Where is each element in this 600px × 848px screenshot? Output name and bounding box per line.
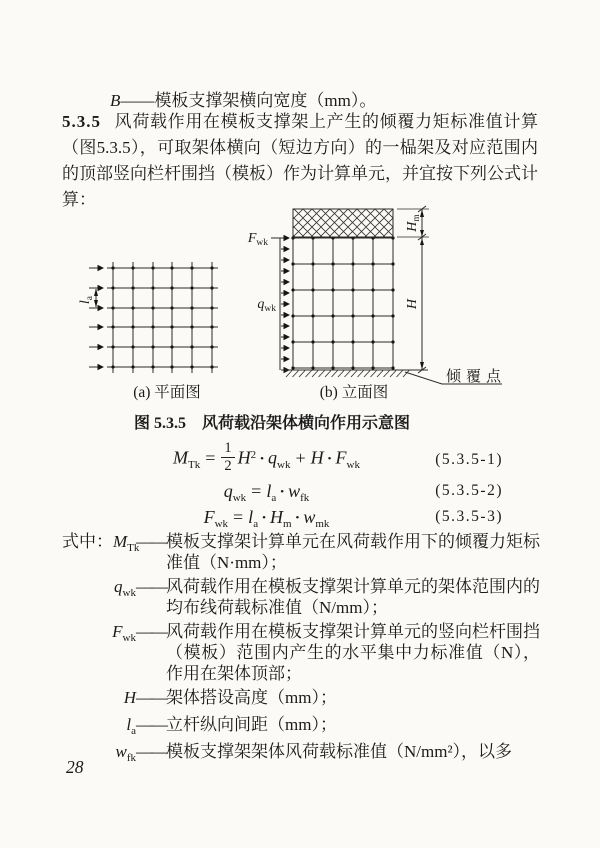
definition-mtk: 式中： $M_{Tk}$ —— 模板支撑架计算单元在风荷载作用下的倾覆力矩标准值（N·mm）； <box>62 532 540 572</box>
equation-5-3-5-2 <box>62 478 503 504</box>
b-definition-line <box>62 86 540 111</box>
equation-1-body: $M_{Tk}$ = $\frac{1}{2}$ $H^2$ • $q_{wk} + H$ • $F_{wk}$ <box>173 440 360 474</box>
definition-la: $l_a$ —— 立杆纵向间距（mm）； <box>62 714 540 738</box>
figure-5-3-5 <box>60 200 540 408</box>
definition-text: 立杆纵向间距（mm）； <box>166 715 337 734</box>
overturn-point-label: 倾覆点 <box>446 369 507 385</box>
equation-5-3-5-1 <box>62 441 503 478</box>
formwork-hatch <box>293 209 393 237</box>
definition-h: H —— 架体搭设高度（mm）； <box>62 687 540 711</box>
elevation-caption: (b) 立面图 <box>319 384 389 401</box>
section-text: 风荷载作用在模板支撑架上产生的倾覆力矩标准值计算（图5.3.5），可取架体横向（短边方向）的一榀架及对应范围内的顶部竖向栏杆围挡（模板）作为计算单元，并宜按下列公式计算： <box>62 112 538 209</box>
equation-2-body: $q_{wk} = l_a$ • $w_{fk}$ <box>223 480 310 504</box>
equation-block <box>62 441 503 530</box>
section-number: 5.3.5 <box>62 112 101 131</box>
plan-caption: (a) 平面图 <box>133 384 201 401</box>
figure-caption: 图 5.3.5 风荷载沿架体横向作用示意图 <box>133 415 410 432</box>
where-label: 式中： <box>62 532 113 551</box>
equation-3-number: (5.3.5-3) <box>435 508 503 525</box>
page-number: 28 <box>66 757 84 777</box>
b-text: 模板支撑架横向宽度（mm）。 <box>154 91 377 110</box>
h-dimension-label: H <box>405 298 420 310</box>
definition-fwk: $F_{wk}$ —— 风荷载作用在模板支撑架计算单元的竖向栏杆围挡（模板）范围内产生的水平集中力标准值（N），作用在架体顶部； <box>112 622 540 683</box>
symbol-definitions <box>62 531 540 768</box>
definition-qwk: $q_{wk}$ —— 风荷载作用在模板支撑架计算单元的架体范围内的均布线荷载标准值（N/mm）； <box>114 577 540 617</box>
b-symbol: B <box>110 91 121 110</box>
fwk-load-label: $F_{wk}$ <box>247 231 268 248</box>
equation-5-3-5-3 <box>62 504 503 530</box>
section-paragraph <box>62 109 538 213</box>
plan-view-grid <box>89 262 218 373</box>
definition-text: 风荷载作用在模板支撑架计算单元的架体范围内的均布线荷载标准值（N/mm）； <box>166 577 540 617</box>
definition-text: 架体搭设高度（mm）； <box>166 688 337 707</box>
equation-1-number: (5.3.5-1) <box>435 450 503 468</box>
equation-2-number: (5.3.5-2) <box>435 482 503 499</box>
la-dimension-label: $l_a$ <box>78 296 95 305</box>
hm-dimension-label: $H_m$ <box>405 214 422 232</box>
equation-3-body: $F_{wk} = l_a$ • $H_m$ • $w_{mk}$ <box>203 506 330 530</box>
definition-text: 风荷载作用在模板支撑架计算单元的竖向栏杆围挡（模板）范围内产生的水平集中力标准值（N），作用在架体顶部； <box>166 622 540 683</box>
definition-wfk: $w_{fk}$ —— 模板支撑架架体风荷载标准值（N/mm²），以多 <box>62 741 540 765</box>
b-dash: —— <box>120 91 155 110</box>
definition-text: 模板支撑架架体风荷载标准值（N/mm²），以多 <box>166 742 513 761</box>
definition-text: 模板支撑架计算单元在风荷载作用下的倾覆力矩标准值（N·mm）； <box>166 532 540 572</box>
qwk-load-label: $q_{wk}$ <box>257 297 276 314</box>
fraction-one-half: $\frac{1}{2}$ <box>221 440 234 474</box>
